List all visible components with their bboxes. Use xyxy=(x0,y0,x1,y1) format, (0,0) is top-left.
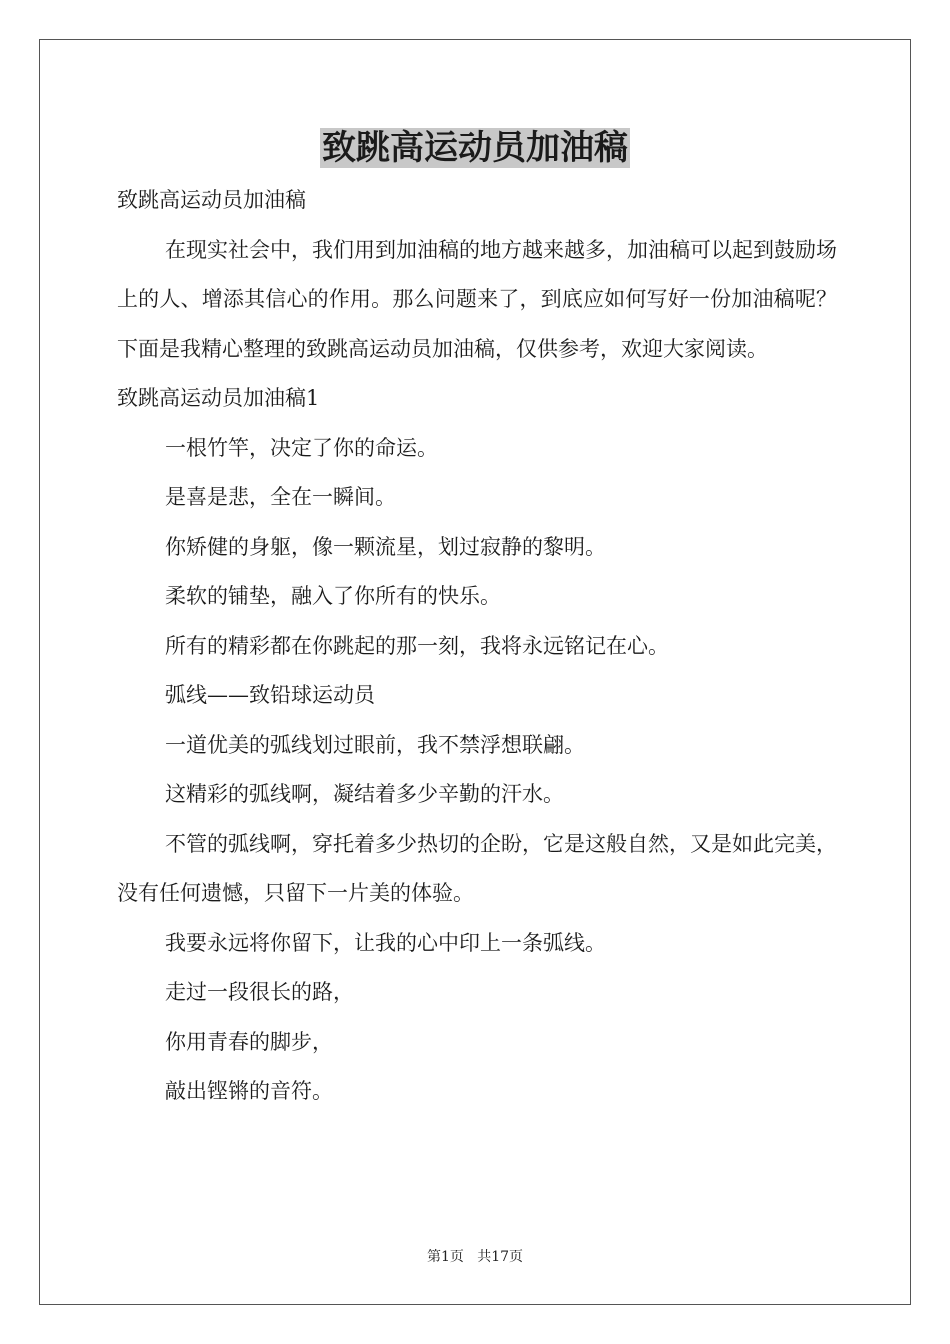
paragraph: 一根竹竿，决定了你的命运。 xyxy=(165,435,438,460)
paragraph: 弧线——致铅球运动员 xyxy=(165,683,375,707)
document-body xyxy=(117,176,837,1117)
paragraph: 致跳高运动员加油稿 xyxy=(117,188,306,212)
paragraph: 在现实社会中，我们用到加油稿的地方越来越多，加油稿可以起到鼓励场上的人、增添其信心的作用。那么问题来了，到底应如何写好一份加油稿呢？下面是我精心整理的致跳高运动员加油稿，仅供参考，欢迎大家阅读。 xyxy=(117,237,837,361)
paragraph: 致跳高运动员加油稿1 xyxy=(117,386,320,410)
paragraph: 你用青春的脚步， xyxy=(165,1029,333,1054)
paragraph: 你矫健的身躯，像一颗流星，划过寂静的黎明。 xyxy=(165,534,606,559)
page-footer xyxy=(0,1247,950,1267)
paragraph: 敲出铿锵的音符。 xyxy=(165,1079,333,1103)
paragraph: 柔软的铺垫，融入了你所有的快乐。 xyxy=(165,584,501,608)
paragraph: 不管的弧线啊，穿托着多少热切的企盼，它是这般自然，又是如此完美，没有任何遗憾，只留下一片美的体验。 xyxy=(117,831,837,905)
paragraph: 所有的精彩都在你跳起的那一刻，我将永远铭记在心。 xyxy=(165,633,669,658)
document-title xyxy=(0,126,950,170)
document-title-text: 致跳高运动员加油稿 xyxy=(322,128,628,168)
paragraph: 我要永远将你留下，让我的心中印上一条弧线。 xyxy=(165,930,606,955)
paragraph: 这精彩的弧线啊，凝结着多少辛勤的汗水。 xyxy=(165,782,564,806)
paragraph: 是喜是悲，全在一瞬间。 xyxy=(165,485,396,509)
paragraph: 一道优美的弧线划过眼前，我不禁浮想联翩。 xyxy=(165,732,585,757)
page-number: 第1页 共17页 xyxy=(426,1249,524,1265)
paragraph: 走过一段很长的路， xyxy=(165,980,354,1004)
